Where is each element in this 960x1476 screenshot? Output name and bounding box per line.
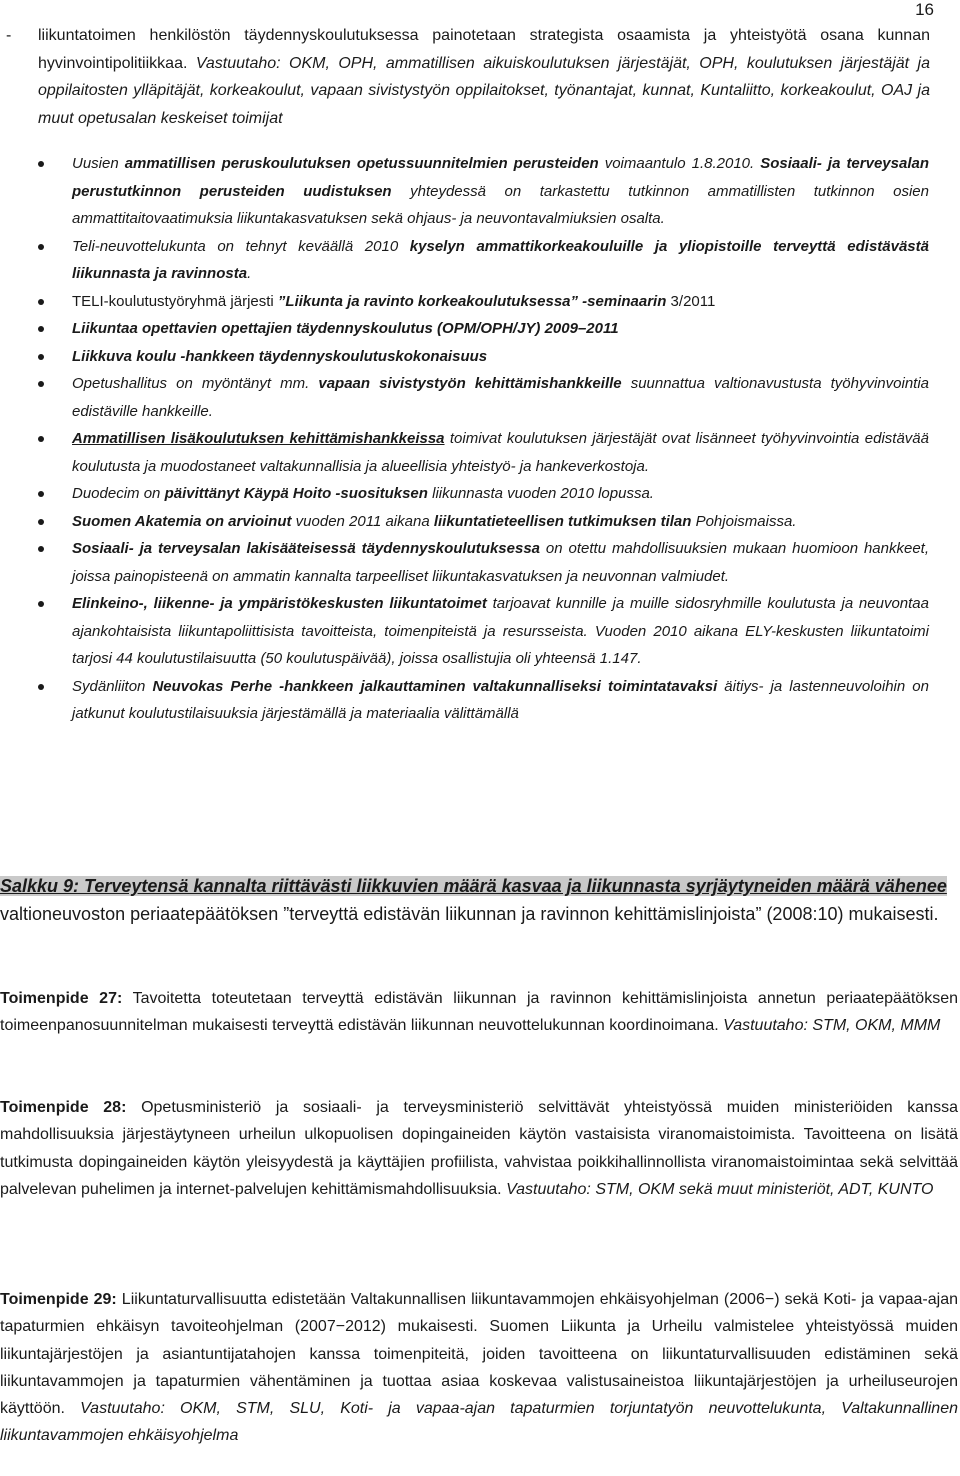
bullet-text-part: Duodecim on — [72, 485, 165, 502]
bullet-text-part: Sosiaali- ja terveysalan lakisääteisessä täydennyskoulutuksessa — [72, 540, 541, 557]
bullet-icon — [0, 590, 72, 673]
bullet-item — [0, 480, 960, 508]
action-label: Toimenpide 29: — [0, 1291, 117, 1308]
bullet-item — [0, 315, 960, 343]
salkku-rest: valtioneuvoston periaatepäätöksen ”terveyttä edistävän liikunnan ja ravinnon kehittämislinjoista” (2008:10) mukaisesti. — [0, 904, 939, 924]
bullet-icon — [0, 425, 72, 480]
action-label: Toimenpide 27: — [0, 990, 123, 1007]
bullet-text: Liikuntaa opettavien opettajien täydennyskoulutus (OPM/OPH/JY) 2009–2011 — [72, 320, 619, 337]
bullet-text-part: Sosiaali- ja terveysalan perustutkinnon perusteiden uudistuksen — [72, 155, 929, 200]
bullet-text: Liikkuva koulu -hankkeen täydennyskoulutuskokonaisuus — [72, 347, 488, 365]
dash-list-item — [0, 22, 960, 132]
bullet-text-part: Suomen Akatemia on arvioinut — [72, 512, 292, 530]
bullet-icon — [0, 233, 72, 288]
bullet-text-part: on otettu mahdollisuuksien mukaan huomioon hankkeet, joissa painopisteenä on ammatin kannalta tarpeelliset liikuntakasvatuksen ja neuvonnan valmiudet. — [72, 540, 929, 585]
bullet-text — [72, 480, 929, 508]
bullet-text — [72, 370, 929, 425]
bullet-text-part: liikunnasta vuoden 2010 lopussa. — [427, 485, 654, 502]
bullet-text-part: Neuvokas Perhe -hankkeen jalkauttaminen valtakunnalliseksi toimintatavaksi — [152, 677, 718, 695]
bullet-text-part: vuoden 2011 aikana — [291, 512, 434, 530]
bullet-icon — [0, 480, 72, 508]
bullet-icon — [0, 343, 72, 371]
bullet-item — [0, 233, 960, 288]
bullet-text-part: toimivat koulutuksen järjestäjät ovat lisänneet työhyvinvointia edistävää koulutusta ja muodostaneet valtakunnallisia ja alueellisia yhteistyö- ja hankeverkostoja. — [72, 430, 929, 475]
bullet-text — [72, 150, 929, 233]
action-responsible: Vastuutaho: STM, OKM, MMM — [718, 1017, 941, 1035]
bullet-text-part: Pohjoismaissa. — [691, 512, 797, 530]
action-responsible: Vastuutaho: OKM, STM, SLU, Koti- ja vapaa-ajan tapaturmien torjuntatyön neuvottelukunta, Valtakunnallinen liikuntavammojen ehkäisyohjelma — [0, 1400, 958, 1445]
dash-marker: - — [6, 27, 12, 44]
bullet-text — [72, 673, 929, 728]
bullet-list — [0, 150, 960, 728]
bullet-text-part: ”Liikunta ja ravinto korkeakoulutuksessa” -seminaarin — [277, 292, 667, 310]
bullet-text-part: Sydänliiton — [72, 677, 153, 695]
bullet-item — [0, 590, 960, 673]
bullet-icon — [0, 150, 72, 233]
bullet-item — [0, 535, 960, 590]
action-label: Toimenpide 28: — [0, 1099, 127, 1116]
bullet-text-part: Opetushallitus on myöntänyt mm. — [72, 375, 319, 392]
bullet-item — [0, 370, 960, 425]
action-29 — [0, 1286, 958, 1450]
bullet-text-part: ammatillisen peruskoulutuksen opetussuunnitelmien perusteiden — [124, 155, 599, 172]
bullet-icon — [0, 315, 72, 343]
bullet-text-part: . — [247, 265, 252, 282]
bullet-text-part: 3/2011 — [666, 292, 716, 310]
action-responsible: Vastuutaho: STM, OKM sekä muut ministeriöt, ADT, KUNTO — [501, 1180, 934, 1198]
bullet-item — [0, 673, 960, 728]
bullet-text — [72, 535, 929, 590]
bullet-icon — [0, 673, 72, 728]
bullet-text-part: Uusien — [72, 155, 125, 172]
bullet-text — [72, 288, 929, 316]
bullet-text-part: Elinkeino-, liikenne- ja ympäristökeskusten liikuntatoimet — [72, 595, 487, 612]
salkku-title: Salkku 9: Terveytensä kannalta riittävästi liikkuvien määrä kasvaa ja liikunnasta syrjäytyneiden määrä vähenee — [0, 876, 947, 896]
dash-item-main: liikuntatoimen henkilöstön täydennyskoulutuksessa painotetaan strategista osaamista ja yhteistyötä osana kunnan hyvinvointipolitiikkaa. — [38, 27, 930, 72]
action-text: Tavoitetta toteutetaan terveyttä edistävän liikunnan ja ravinnon kehittämislinjoista annetun periaatepäätöksen toimeenpanosuunnitelman mukaisesti terveyttä edistävän liikunnan neuvottelukunnan koordinoimana. — [0, 990, 958, 1035]
top-content — [0, 22, 960, 728]
bullet-text-part: suunnattua valtionavustusta työhyvinvointia edistäville hankkeille. — [72, 375, 930, 420]
bullet-icon — [0, 370, 72, 425]
bullet-text — [72, 590, 929, 673]
bullet-item — [0, 508, 960, 536]
dash-item-responsible: Vastuutaho: OKM, OPH, ammatillisen aikuiskoulutuksen järjestäjät, OPH, koulutuksen järjestäjät ja oppilaitosten ylläpitäjät, korkeakoulut, vapaan sivistystyön oppilaitokset, työnantajat, kunnat, Kuntaliitto, korkeakoulut, OAJ ja muut opetusalan keskeiset toimijat — [38, 54, 930, 127]
action-27 — [0, 985, 958, 1040]
page-number: 16 — [915, 0, 934, 19]
action-text: Opetusministeriö ja sosiaali- ja terveysministeriö selvittävät yhteistyössä muiden ministeriöiden kanssa mahdollisuuksia järjestäytyneen urheilun ulkopuolisen dopingaineiden käytön vastaisista viranomaistoimista. Tavoitteena on lisätä tutkimusta dopingaineiden käytön yleisyydestä ja käyttäjien profiilista, vahvistaa poikkihallinnollista viranomaistoimintaa sekä selvittää palvelevan puhelimen ja internet-palvelujen kehittämismahdollisuuksia. — [0, 1099, 958, 1198]
bullet-item — [0, 343, 960, 371]
salkku-heading — [0, 872, 958, 928]
bullet-icon — [0, 535, 72, 590]
bullet-text-part: voimaantulo 1.8.2010. — [598, 155, 761, 172]
action-28 — [0, 1094, 958, 1203]
bullet-item — [0, 150, 960, 233]
bullet-icon — [0, 288, 72, 316]
bullet-text-part: äitiys- ja lastenneuvoloihin on jatkunut koulutustilaisuuksia järjestämällä ja materiaalia välittämällä — [72, 677, 929, 722]
bullet-icon — [0, 508, 72, 536]
bullet-text-part: kyselyn ammattikorkeakouluille ja yliopistoille terveyttä edistävästä liikunnasta ja ravinnosta — [72, 237, 929, 282]
action-text: Liikuntaturvallisuutta edistetään Valtakunnallisen liikuntavammojen ehkäisyohjelman (2006−) sekä Koti- ja vapaa-ajan tapaturmien ehkäisyn tavoiteohjelman (2007−2012) mukaisesti. Suomen Liikunta ja Urheilu valmistelee yhteistyössä muiden liikuntajärjestöjen ja asiantuntijatahojen kanssa toimenpiteitä, joiden tavoitteena on liikuntaturvallisuuden edistäminen sekä liikuntavammojen ja tapaturmien vähentäminen ja tuottaa asiaa koskevaa valistusaineistoa liikuntajärjestöjen ja urheiluseurojen käyttöön. — [0, 1291, 958, 1418]
bullet-text-part: vapaan sivistystyön kehittämishankkeille — [318, 375, 622, 392]
bullet-text-part: TELI-koulutustyöryhmä järjesti — [72, 292, 278, 310]
bullet-text — [72, 425, 929, 480]
bullet-text — [72, 233, 929, 288]
bullet-text — [72, 508, 929, 536]
bullet-text-part: liikuntatieteellisen tutkimuksen tilan — [433, 512, 692, 530]
bullet-item — [0, 425, 960, 480]
bullet-text-part: tarjoavat kunnille ja muille sidosryhmille koulutusta ja neuvontaa ajankohtaisista liikuntapoliittisista tavoitteista, toimenpiteistä ja resursseista. Vuoden 2010 aikana ELY-keskusten liikuntatoimi tarjosi 44 koulutustilaisuutta (50 koulutuspäivää), joissa osallistujia oli yhteensä 1.147. — [72, 595, 929, 667]
bullet-text-part: päivittänyt Käypä Hoito -suosituksen — [164, 485, 428, 502]
bullet-text-part: yhteydessä on tarkastettu tutkinnon ammatillisten tutkinnon osien ammattitaitovaatimuksia liikuntakasvatuksen sekä ohjaus- ja neuvontavalmiuksien osalta. — [72, 182, 929, 227]
bullet-item — [0, 288, 960, 316]
bullet-text-part: Ammatillisen lisäkoulutuksen kehittämishankkeissa — [72, 430, 445, 447]
bullet-text-part: Teli-neuvottelukunta on tehnyt keväällä 2010 — [72, 237, 410, 255]
dash-item-text — [38, 22, 930, 132]
